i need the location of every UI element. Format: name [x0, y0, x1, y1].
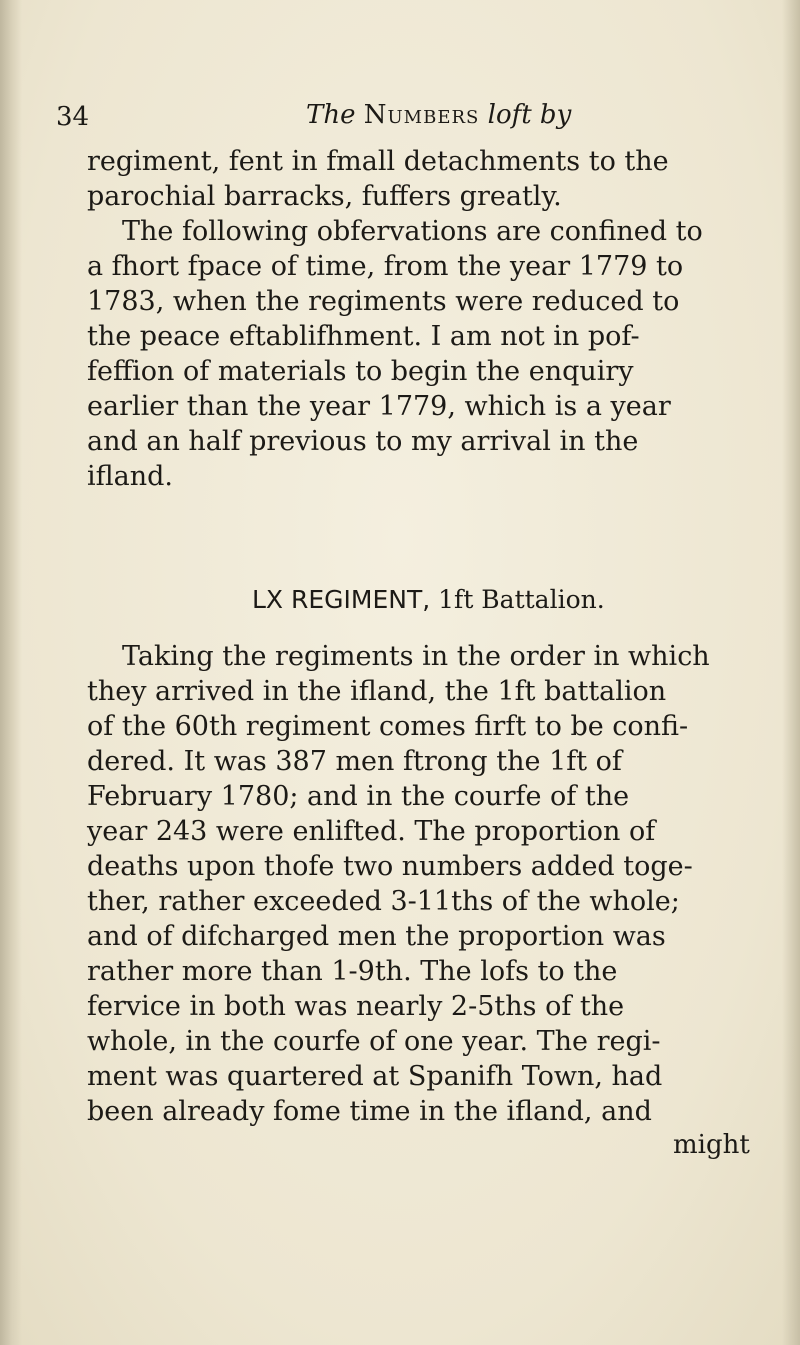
text-line: the peace eftablifhment. I am not in pof- — [87, 321, 640, 352]
text-line: ment was quartered at Spanifh Town, had — [87, 1061, 663, 1092]
text-line: Taking the regiments in the order in which — [122, 641, 710, 672]
text-line: fervice in both was nearly 2-5ths of the — [87, 991, 625, 1022]
running-title-lost-by: loft by — [487, 100, 572, 130]
text-line: February 1780; and in the courfe of the — [87, 781, 630, 812]
text-line: a fhort fpace of time, from the year 1779 to — [87, 251, 684, 282]
text-line: dered. It was 387 men ftrong the 1ft of — [87, 746, 622, 777]
text-line: and an half previous to my arrival in the — [87, 426, 639, 457]
running-title-numbers: Numbers — [363, 100, 480, 130]
section-heading — [252, 585, 605, 614]
text-line: and of difcharged men the proportion was — [87, 921, 666, 952]
text-line: The following obfervations are confined to — [122, 216, 703, 247]
running-title-the: The — [306, 100, 356, 130]
text-line: whole, in the courfe of one year. The regi- — [87, 1026, 661, 1057]
page-gutter-shadow — [0, 0, 22, 1345]
text-line: rather more than 1-9th. The lofs to the — [87, 956, 618, 987]
text-line: of the 60th regiment comes firft to be confi- — [87, 711, 689, 742]
catchword: might — [673, 1130, 750, 1160]
text-line: parochial barracks, fuffers greatly. — [87, 181, 562, 212]
text-line: earlier than the year 1779, which is a year — [87, 391, 671, 422]
text-line: feffion of materials to begin the enquiry — [87, 356, 634, 387]
section-heading-battalion: 1ft Battalion. — [438, 585, 605, 614]
page-edge-shadow — [782, 0, 800, 1345]
text-line: been already fome time in the ifland, and — [87, 1096, 652, 1127]
text-line: ifland. — [87, 461, 173, 492]
text-line: deaths upon thofe two numbers added toge- — [87, 851, 693, 882]
text-line: regiment, fent in fmall detachments to the — [87, 146, 669, 177]
running-title — [306, 100, 571, 130]
text-line: year 243 were enlifted. The proportion of — [87, 816, 656, 847]
running-header — [56, 100, 756, 140]
text-line: they arrived in the ifland, the 1ft battalion — [87, 676, 667, 707]
text-line: 1783, when the regiments were reduced to — [87, 286, 680, 317]
page-number: 34 — [56, 102, 90, 132]
text-line: ther, rather exceeded 3-11ths of the whole; — [87, 886, 680, 917]
section-heading-main: LX REGIMENT, — [252, 585, 431, 614]
